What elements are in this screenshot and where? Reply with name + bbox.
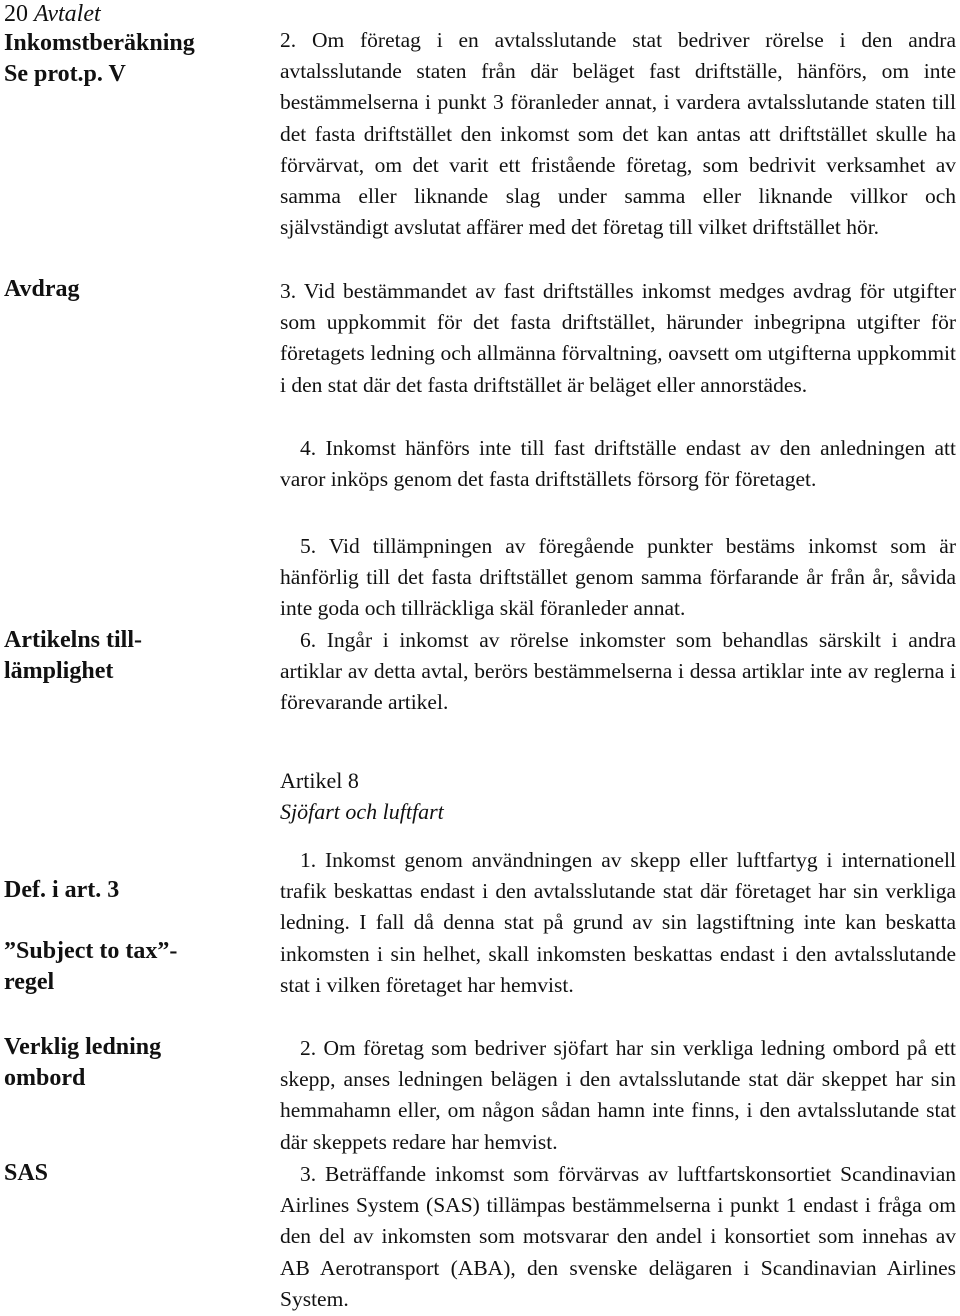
article7-body (280, 25, 956, 243)
article8-para2: 2. Om företag som bedriver sjöfart har sin verkliga ledning ombord på ett skepp, anses ledningen belägen i den avtalsslutande stat där skeppet har sin hemmahamn eller, om någon sådan hamn inte finns, i den avtalsslutande stat där skeppets redare har hemvist. (280, 1036, 956, 1154)
article8-para3-block (280, 1159, 956, 1315)
margin-note-deductions: Avdrag (4, 276, 80, 302)
margin-note-subject-to-tax: ”Subject to tax”- regel (4, 938, 178, 995)
article7-para3: 3. Vid bestämmandet av fast driftställes inkomst medges avdrag för utgifter som uppkommit för det fasta driftstället, härunder inbegripna utgifter för företagets ledning och allmänna förvaltning, oavsett om utgifterna uppkommit i den stat där det fasta driftstället är beläget eller annorstädes. (280, 279, 956, 397)
article7-para6: 6. Ingår i inkomst av rörelse inkomster som behandlas särskilt i andra artiklar av detta avtal, berörs bestämmelserna i dessa artiklar inte av reglerna i förevarande artikel. (280, 628, 956, 715)
article8-heading (280, 765, 444, 827)
page-number: 20 (4, 1, 28, 27)
article7-para4: 4. Inkomst hänförs inte till fast driftställe endast av den anledningen att varor inköps genom det fasta driftställets försorg för företaget. (280, 436, 956, 492)
article8-para1: 1. Inkomst genom användningen av skepp eller luftfartyg i internationell trafik beskattas endast i den avtalsslutande stat där företaget har sin verkliga ledning. I fall då denna stat på grund av sin lagstiftning inte kan beskatta inkomsten i sin helhet, skall inkomsten beskattas endast i den avtalsslutande stat i vilken företaget har hemvist. (280, 848, 956, 997)
margin-note-management-on-board: Verklig ledning ombord (4, 1034, 162, 1091)
article8-para1-block (280, 845, 956, 1001)
running-title: Avtalet (34, 1, 101, 27)
margin-note-sas: SAS (4, 1160, 49, 1186)
margin-note-applicability: Artikelns till- lämplighet (4, 627, 142, 684)
article8-title: Artikel 8 (280, 768, 359, 793)
running-header (4, 0, 101, 28)
margin-note-def-art3: Def. i art. 3 (4, 877, 120, 903)
article7-para2: 2. Om företag i en avtalsslutande stat bedriver rörelse i den andra avtalsslutande staten från där beläget fast driftställe, hänförs, om inte bestämmelserna i punkt 3 föranleder annat, i vardera avtalsslutande staten till det fasta driftstället den inkomst som det kan antas att driftstället skulle ha förvärvat, om det varit ett fristående företag, som bedrivit verksamhet av samma eller liknande slag under samma eller liknande villkor och självständigt avslutat affärer med det företag till vilket driftstället hör. (280, 28, 956, 240)
article8-para2-block (280, 1033, 956, 1158)
article7-para6-block (280, 625, 956, 719)
article7-para5: 5. Vid tillämpningen av föregående punkter bestäms inkomst som är hänförlig till det fasta driftstället genom samma förfarande år från år, såvida inte goda och tillräckliga skäl föranleder annat. (280, 534, 956, 621)
margin-note-income-calc: Inkomstberäkning Se prot.p. V (4, 30, 195, 87)
article7-para3-block (280, 276, 956, 401)
article7-para4-block (280, 433, 956, 495)
article7-para5-block (280, 531, 956, 625)
article8-subtitle: Sjöfart och luftfart (280, 799, 444, 824)
article8-para3: 3. Beträffande inkomst som förvärvas av luftfartskonsortiet Scandinavian Airlines System (SAS) tillämpas bestämmelserna i punkt 1 endast i fråga om den del av inkomsten som motsvarar den andel i konsortiet som innehas av AB Aerotransport (ABA), den svenske delägaren i Scandinavian Airlines System. (280, 1162, 956, 1311)
